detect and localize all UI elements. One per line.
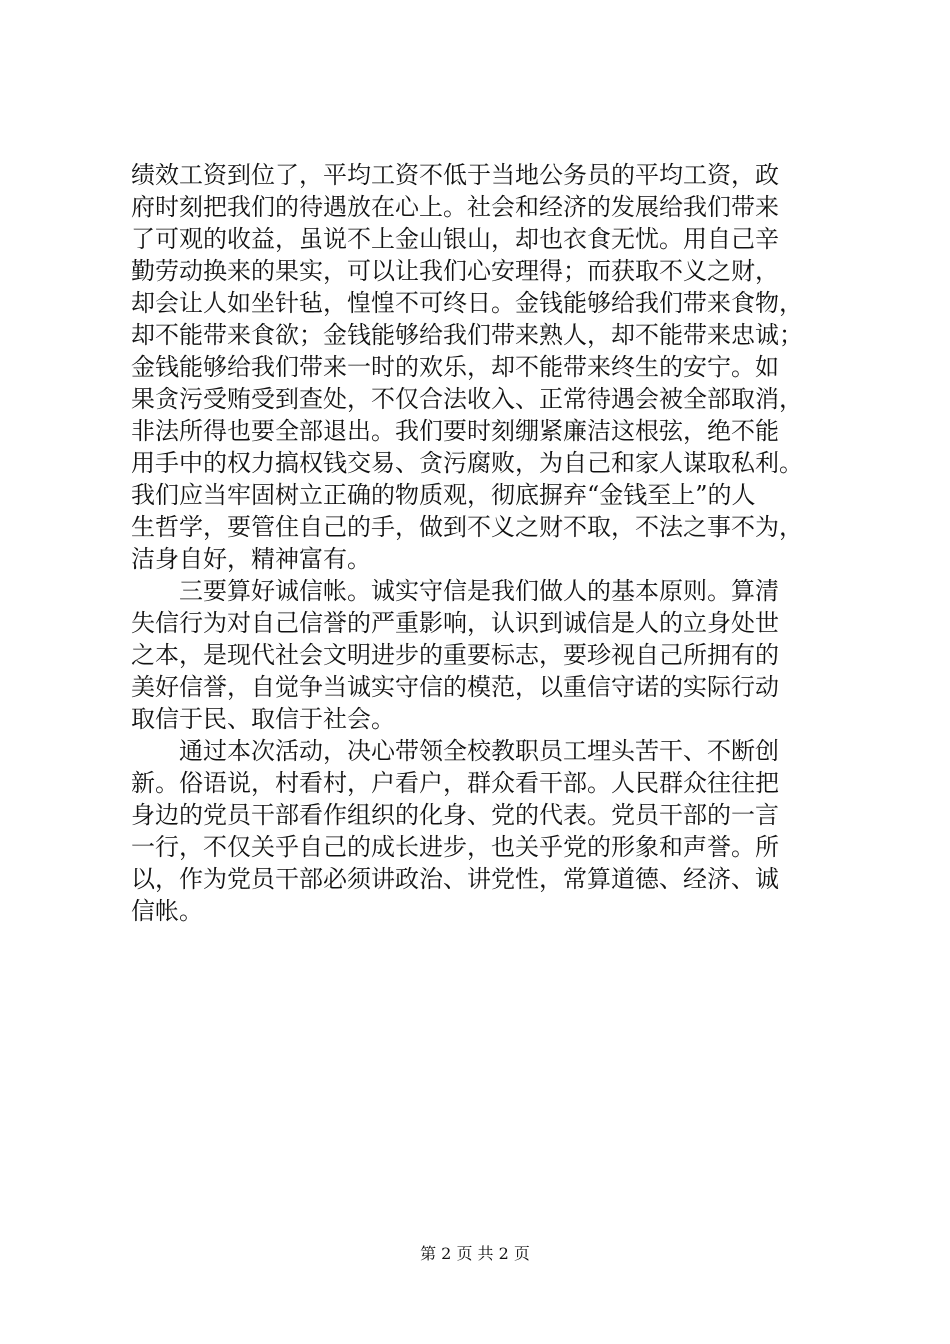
text-line: 我们应当牢固树立正确的物质观，彻底摒弃“金钱至上”的人 (131, 481, 756, 509)
text-line: 果贪污受贿受到查处，不仅合法收入、正常待遇会被全部取消， (131, 385, 803, 413)
text-line: 府时刻把我们的待遇放在心上。社会和经济的发展给我们带来 (131, 193, 779, 221)
text-line: 却会让人如坐针毡，惶惶不可终日。金钱能够给我们带来食物， (131, 289, 803, 317)
text-line: 新。俗语说，村看村，户看户，群众看干部。人民群众往往把 (131, 769, 779, 797)
text-line: 绩效工资到位了，平均工资不低于当地公务员的平均工资，政 (131, 161, 779, 189)
text-line: 以，作为党员干部必须讲政治、讲党性，常算道德、经济、诚 (131, 865, 779, 893)
page-footer (0, 1243, 950, 1265)
text-line: 之本，是现代社会文明进步的重要标志，要珍视自己所拥有的 (131, 641, 779, 669)
text-line: 失信行为对自己信誉的严重影响，认识到诚信是人的立身处世 (131, 609, 779, 637)
text-line: 三要算好诚信帐。诚实守信是我们做人的基本原则。算清 (131, 577, 779, 605)
text-line: 用手中的权力搞权钱交易、贪污腐败，为自己和家人谋取私利。 (131, 449, 803, 477)
text-line: 了可观的收益，虽说不上金山银山，却也衣食无忧。用自己辛 (131, 225, 779, 253)
text-line: 勤劳动换来的果实，可以让我们心安理得；而获取不义之财， (131, 257, 779, 285)
text-line: 非法所得也要全部退出。我们要时刻绷紧廉洁这根弦，绝不能 (131, 417, 779, 445)
text-line: 美好信誉，自觉争当诚实守信的模范，以重信守诺的实际行动 (131, 673, 779, 701)
page-number-label: 第 2 页 共 2 页 (420, 1244, 530, 1263)
text-line: 一行，不仅关乎自己的成长进步，也关乎党的形象和声誉。所 (131, 833, 779, 861)
text-line: 金钱能够给我们带来一时的欢乐，却不能带来终生的安宁。如 (131, 353, 779, 381)
text-line: 通过本次活动，决心带领全校教职员工埋头苦干、不断创 (131, 737, 779, 765)
text-line: 身边的党员干部看作组织的化身、党的代表。党员干部的一言 (131, 801, 779, 829)
text-line: 信帐。 (131, 897, 203, 925)
text-line: 取信于民、取信于社会。 (131, 705, 395, 733)
body-text (131, 159, 851, 927)
text-line: 洁身自好，精神富有。 (131, 545, 371, 573)
text-line: 生哲学，要管住自己的手，做到不义之财不取，不法之事不为， (131, 513, 803, 541)
text-line: 却不能带来食欲；金钱能够给我们带来熟人，却不能带来忠诚； (131, 321, 803, 349)
